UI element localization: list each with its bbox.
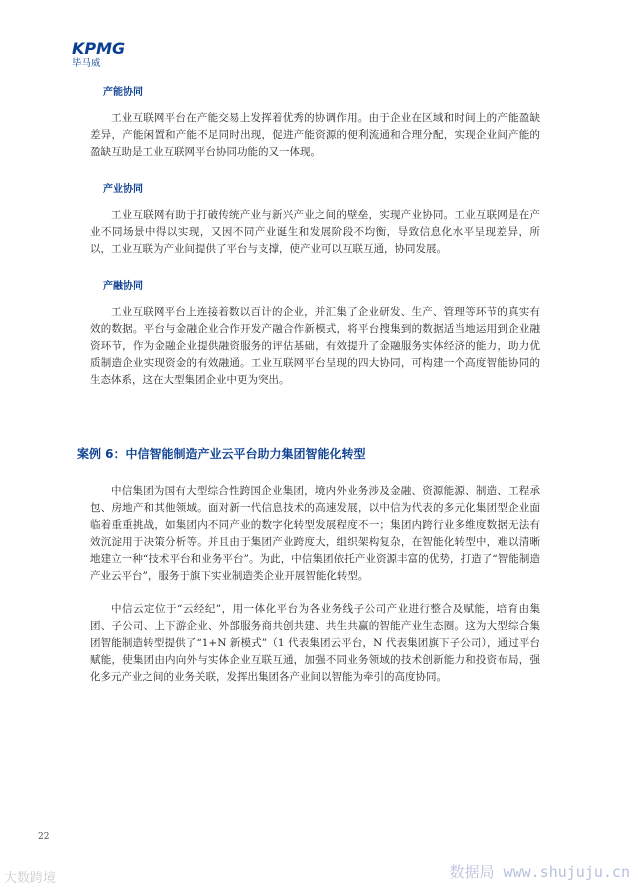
- case-paragraph: 中信集团为国有大型综合性跨国企业集团，境内外业务涉及金融、资源能源、制造、工程承包、房地产和其他领域。面对新一代信息技术的高速发展，以中信为代表的多元化集团型企业面临着重重挑战，如集团内不同产业的数字化转型发展程度不一；集团内跨行业多维度数据无法有效沉淀用于决策分析等。并且由于集团产业跨度大，组织架构复杂，在智能化转型中，难以清晰地建立一种“技术平台和业务平台”。为此，中信集团依托产业资源丰富的优势，打造了“智能制造产业云平台”，服务于旗下实业制造类企业开展智能化转型。: [90, 485, 540, 582]
- section-industry-synergy: [90, 183, 542, 258]
- section-finance-synergy: [90, 280, 542, 389]
- main-content: [90, 86, 542, 389]
- case-study-content: [90, 483, 542, 686]
- section-title: 产能协同: [103, 87, 143, 98]
- watermark-right: 数据局 www.shujuju.cn: [449, 863, 630, 881]
- watermark-left: 大数跨境: [4, 871, 57, 886]
- section-body: 工业互联网平台在产能交易上发挥着优秀的协调作用。由于企业在区域和时间上的产能盈缺差异，产能闲置和产能不足同时出现，促进产能资源的便利流通和合理分配，实现企业间产能的盈缺互助是工业互联网平台协同功能的又一体现。: [90, 112, 540, 158]
- section-capacity-synergy: [90, 86, 542, 161]
- logo-chinese-name: 毕马威: [72, 58, 101, 69]
- logo-text: KPMG: [72, 39, 126, 58]
- section-body: 工业互联网平台上连接着数以百计的企业，并汇集了企业研发、生产、管理等环节的真实有效的数据。平台与金融企业合作开发产融合作新模式，将平台搜集到的数据适当地运用到企业融资环节，作为金融企业提供融资服务的评估基础，有效提升了金融服务实体经济的能力，助力优质制造企业实现资金的有效融通。工业互联网平台呈现的四大协同，可构建一个高度智能协同的生态体系，这在大型集团企业中更为突出。: [90, 306, 540, 386]
- section-body: 工业互联网有助于打破传统产业与新兴产业之间的壁垒，实现产业协同。工业互联网是在产业不同场景中得以实现，又因不同产业诞生和发展阶段不均衡，导致信息化水平呈现差异，所以，工业互联为产业间提供了平台与支撑，使产业可以互联互通，协同发展。: [90, 209, 540, 255]
- case-paragraph: 中信云定位于“云经纪”，用一体化平台为各业务线子公司产业进行整合及赋能，培育由集团、子公司、上下游企业、外部服务商共创共建、共生共赢的智能产业生态圈。这为大型综合集团智能制造转型提供了“1+N 新模式”（1 代表集团云平台，N 代表集团旗下子公司），通过平台赋能，使集团由内向外与实体企业互联互通，加强不同业务领域的技术创新能力和投资布局，强化多元产业之间的业务关联，发挥出集团各产业间以智能为牵引的高度协同。: [90, 603, 540, 683]
- case-study-title: 案例 6：中信智能制造产业云平台助力集团智能化转型: [77, 447, 366, 461]
- kpmg-logo: [72, 40, 125, 69]
- page-number: 22: [38, 832, 50, 842]
- section-title: 产业协同: [103, 184, 143, 195]
- section-title: 产融协同: [103, 281, 143, 292]
